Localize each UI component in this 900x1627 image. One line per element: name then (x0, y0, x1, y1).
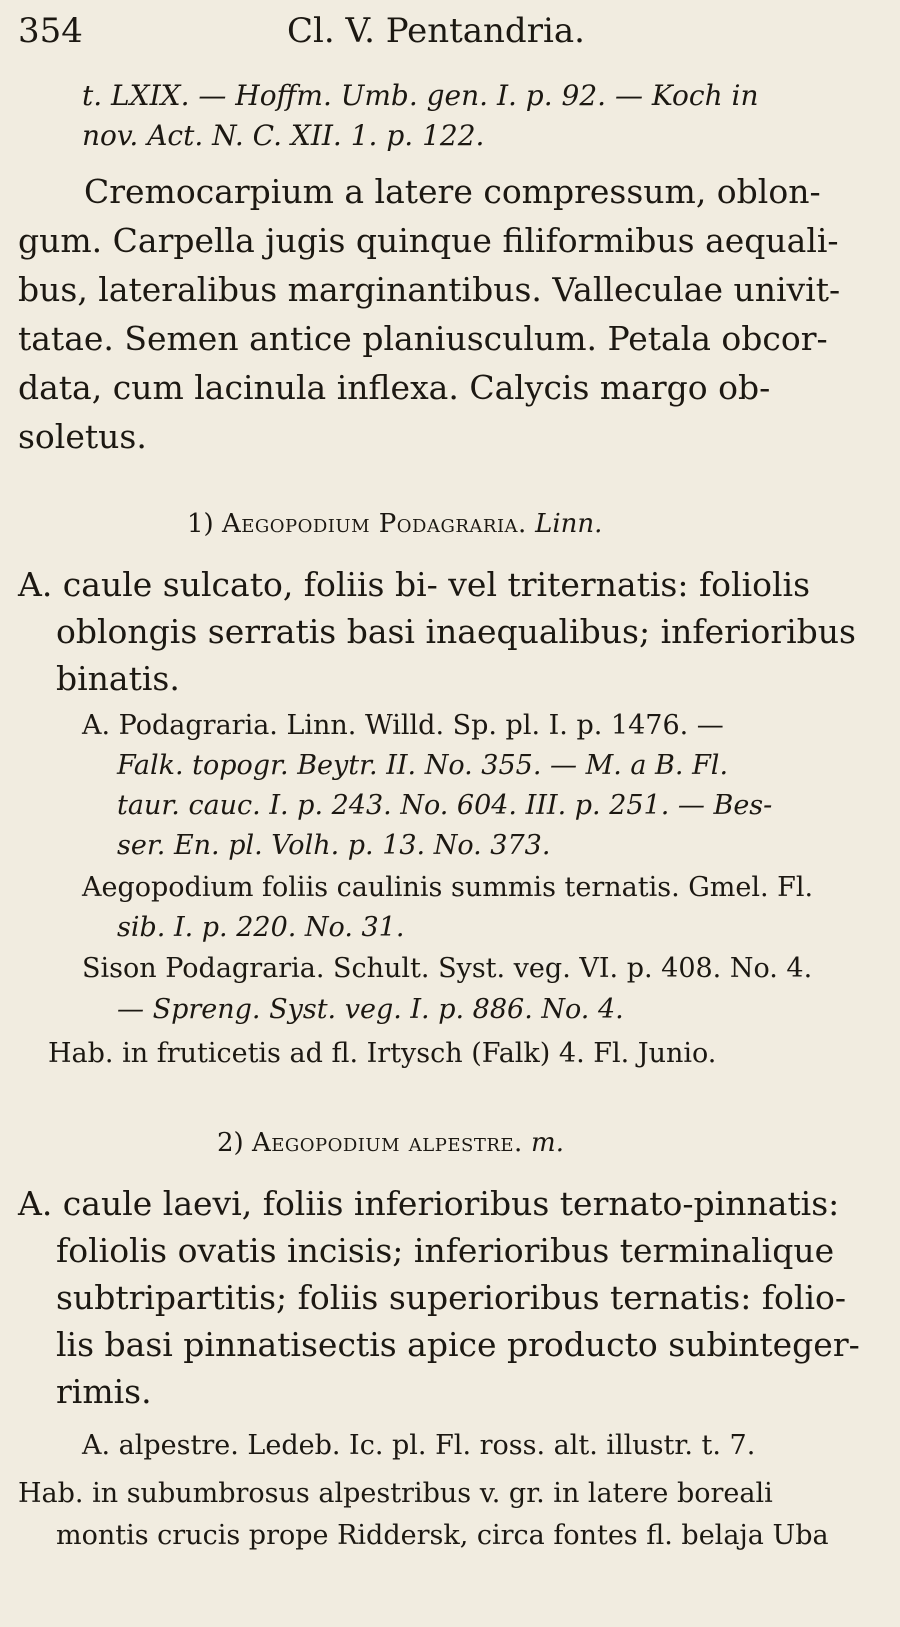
habitat-line: Hab. in fruticetis ad fl. Irtysch (Falk) 4. Fl. Junio. (48, 1038, 717, 1069)
synonym-line: A. alpestre. Ledeb. Ic. pl. Fl. ross. alt. illustr. t. 7. (82, 1430, 756, 1461)
synonym-line: taur. cauc. I. p. 243. No. 604. III. p. 251. — Bes- (117, 790, 773, 821)
habitat-line: montis crucis prope Riddersk, circa fontes fl. belaja Uba (56, 1520, 829, 1551)
species-number: 1) (187, 509, 214, 539)
species-heading (187, 511, 602, 537)
genus-description-line: tatae. Semen antice planiusculum. Petala obcor- (18, 319, 828, 358)
species-diagnosis-line: A. caule laevi, foliis inferioribus ternato-pinnatis: (18, 1184, 840, 1223)
species-number: 2) (217, 1128, 244, 1158)
synonym-line: sib. I. p. 220. No. 31. (117, 912, 405, 943)
synonym-line: Aegopodium foliis caulinis summis ternatis. Gmel. Fl. (82, 872, 814, 903)
species-author: m. (531, 1128, 564, 1158)
genus-description-line: Cremocarpium a latere compressum, oblon- (84, 172, 821, 211)
species-diagnosis-line: binatis. (56, 659, 180, 698)
genus-description-line: data, cum lacinula inflexa. Calycis margo ob- (18, 368, 771, 407)
species-diagnosis-line: A. caule sulcato, foliis bi- vel triternatis: foliolis (18, 565, 811, 604)
species-heading (217, 1130, 564, 1156)
genus-description-line: soletus. (18, 417, 147, 456)
species-diagnosis-line: oblongis serratis basi inaequalibus; inferioribus (56, 612, 856, 651)
genus-description-line: bus, lateralibus marginantibus. Valleculae univit- (18, 270, 841, 309)
genus-ref-line: nov. Act. N. C. XII. 1. p. 122. (82, 119, 485, 152)
synonym-line: Falk. topogr. Beytr. II. No. 355. — M. a B. Fl. (117, 750, 729, 781)
species-diagnosis-line: subtripartitis; foliis superioribus ternatis: folio- (56, 1278, 847, 1317)
species-name: Aegopodium alpestre. (251, 1128, 523, 1158)
page-number: 354 (18, 11, 83, 51)
species-author: Linn. (535, 509, 603, 539)
running-title: Cl. V. Pentandria. (287, 11, 585, 51)
genus-ref-line: t. LXIX. — Hoffm. Umb. gen. I. p. 92. — Koch in (82, 79, 759, 112)
genus-description-line: gum. Carpella jugis quinque filiformibus aequali- (18, 221, 839, 260)
synonym-line: A. Podagraria. Linn. Willd. Sp. pl. I. p. 1476. — (82, 710, 724, 741)
synonym-line: Sison Podagraria. Schult. Syst. veg. VI. p. 408. No. 4. (82, 953, 813, 984)
species-diagnosis-line: foliolis ovatis incisis; inferioribus terminalique (56, 1231, 835, 1270)
species-name: Aegopodium Podagraria. (221, 509, 527, 539)
habitat-line: Hab. in subumbrosus alpestribus v. gr. in latere boreali (18, 1478, 773, 1509)
species-diagnosis-line: rimis. (56, 1372, 152, 1411)
synonym-line: ser. En. pl. Volh. p. 13. No. 373. (117, 830, 551, 861)
species-diagnosis-line: lis basi pinnatisectis apice producto subinteger- (56, 1325, 860, 1364)
synonym-line: — Spreng. Syst. veg. I. p. 886. No. 4. (117, 994, 624, 1025)
